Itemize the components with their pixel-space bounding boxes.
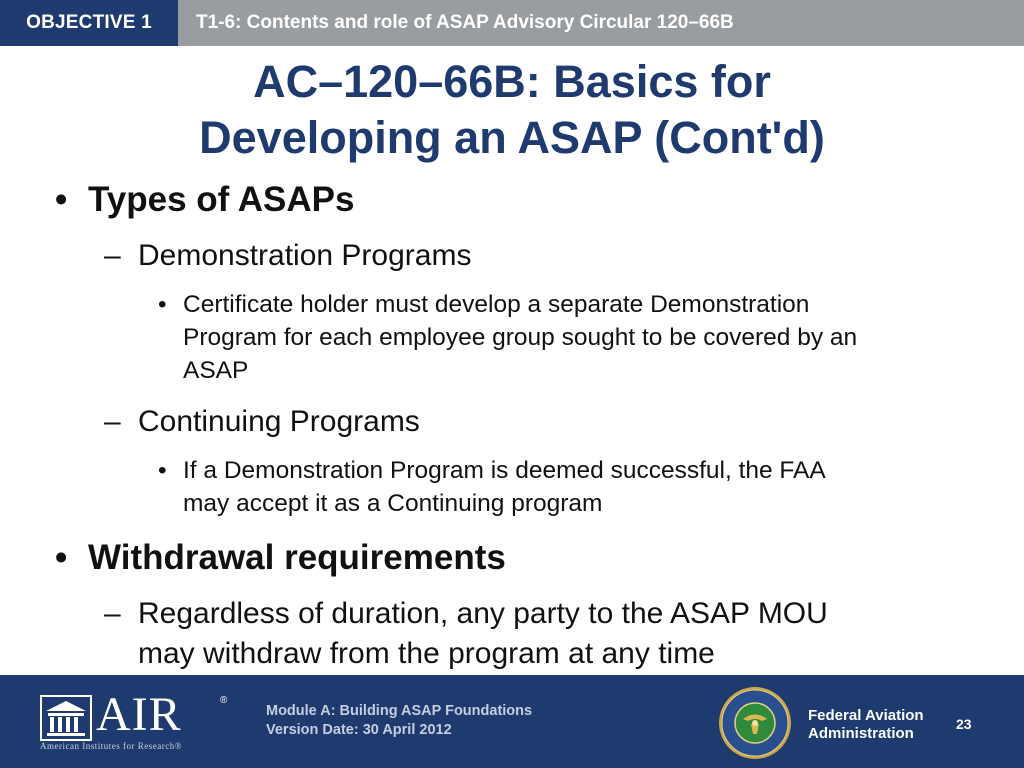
detail-continuing-line-2: may accept it as a Continuing program [183, 490, 603, 517]
sub-bullet-withdrawal-line-1: Regardless of duration, any party to the ASAP MOU [138, 597, 828, 630]
detail-demonstration-line-2: Program for each employee group sought to be covered by an [183, 324, 858, 351]
detail-demonstration-line-1: Certificate holder must develop a separate Demonstration [183, 291, 810, 318]
bullet-withdrawal-requirements: Withdrawal requirements [88, 538, 506, 577]
dash-icon: – [104, 597, 121, 630]
header-bar [0, 0, 1024, 46]
air-logo-text: AIR [96, 688, 182, 741]
module-name: Module A: Building ASAP Foundations [266, 703, 533, 719]
version-date: Version Date: 30 April 2012 [266, 722, 452, 738]
bullet-icon: • [55, 180, 68, 219]
faa-name [808, 707, 924, 743]
air-registered-mark: ® [220, 695, 228, 706]
sub-bullet-demonstration-programs: Demonstration Programs [138, 239, 472, 272]
air-subtitle: American Institutes for Research® [40, 741, 183, 751]
detail-continuing-line-1: If a Demonstration Program is deemed successful, the FAA [183, 457, 826, 484]
bullet-icon: • [158, 457, 167, 484]
footer-bar [0, 675, 1024, 768]
air-logo [40, 688, 250, 753]
dash-icon: – [104, 239, 121, 272]
slide-title-line-2: Developing an ASAP (Cont'd) [199, 112, 825, 163]
sub-bullet-withdrawal-line-2: may withdraw from the program at any time [138, 637, 715, 670]
bullet-icon: • [158, 291, 167, 318]
objective-label: OBJECTIVE 1 [0, 0, 178, 46]
faa-name-line-2: Administration [808, 725, 914, 742]
bullet-icon: • [55, 538, 68, 577]
bullet-types-of-asaps: Types of ASAPs [88, 180, 355, 219]
sub-bullet-continuing-programs: Continuing Programs [138, 405, 420, 438]
detail-demonstration-line-3: ASAP [183, 357, 249, 384]
topic-title: T1-6: Contents and role of ASAP Advisory Circular 120–66B [196, 12, 734, 33]
module-info [266, 702, 532, 740]
faa-seal-icon [718, 686, 792, 760]
faa-name-line-1: Federal Aviation [808, 707, 924, 724]
air-building-icon [40, 695, 92, 741]
slide-title [0, 54, 1024, 166]
page-number: 23 [956, 716, 972, 732]
slide-title-line-1: AC–120–66B: Basics for [253, 56, 771, 107]
dash-icon: – [104, 405, 121, 438]
